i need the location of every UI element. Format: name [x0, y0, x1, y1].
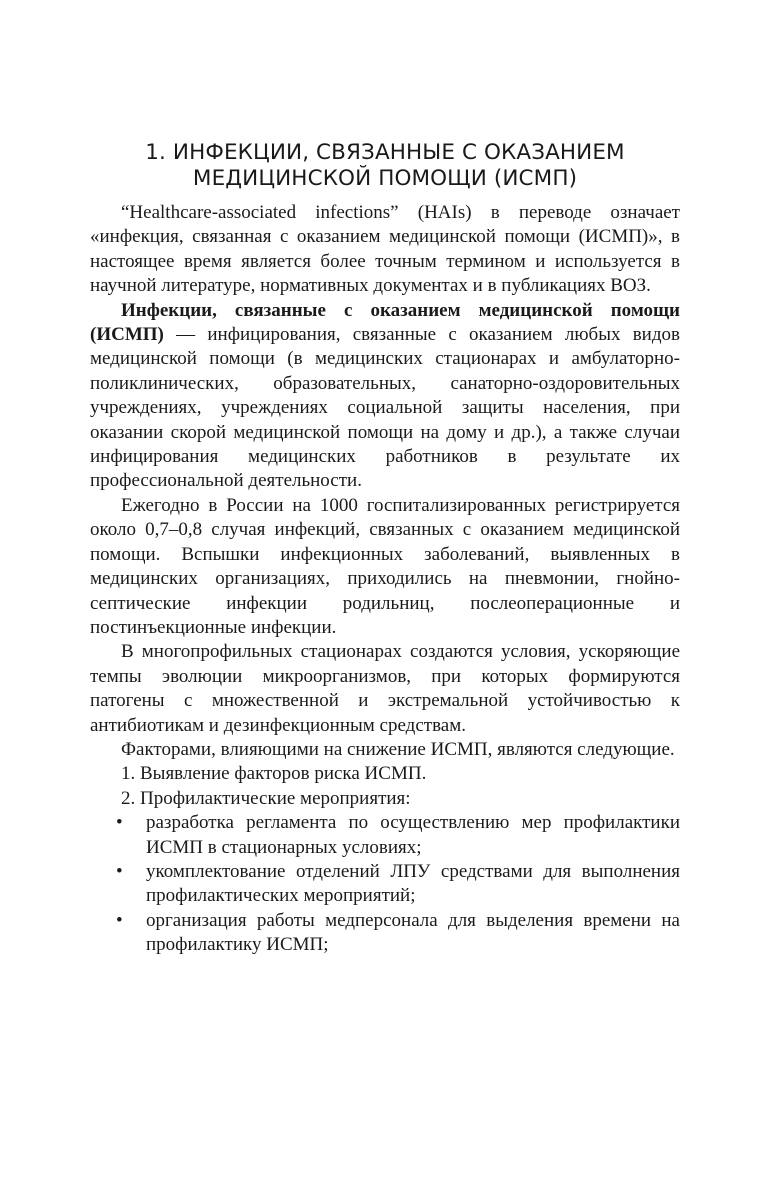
paragraph-hai-definition: “Healthcare-associated infections” (HAIs) в переводе означает «инфекция, связанная с оказанием медицинской помощи (ИСМП)», в настоящее время является более точным термином и используется в научной литературе, нормативных документах и в публикациях ВОЗ. — [90, 202, 680, 297]
list-item — [90, 909, 680, 958]
bullet-icon: • — [116, 812, 123, 834]
paragraph-ismp-definition — [90, 299, 680, 494]
chapter-title — [90, 140, 680, 192]
list-item-text: разработка регламента по осуществлению мер профилактики ИСМП в стационарных условиях; — [146, 812, 680, 858]
chapter-title-line-2: МЕДИЦИНСКОЙ ПОМОЩИ (ИСМП) — [192, 166, 578, 191]
paragraph-statistics: Ежегодно в России на 1000 госпитализированных регистрируется около 0,7–0,8 случая инфекций, связанных с оказанием медицинской помощи. Вспышки инфекционных заболеваний, выявленных в медицинских организациях, приходились на пневмонии, гнойно-септические инфекции родильниц, послеоперационные и постинъекционные инфекции. — [90, 494, 680, 638]
numbered-item-1: 1. Выявление факторов риска ИСМП. — [121, 763, 427, 785]
chapter-title-line-1: 1. ИНФЕКЦИИ, СВЯЗАННЫЕ С ОКАЗАНИЕМ — [145, 140, 625, 165]
list-item-text: организация работы медперсонала для выделения времени на профилактику ИСМП; — [146, 909, 680, 956]
paragraph-factors-intro: Факторами, влияющими на снижение ИСМП, являются следующие. — [121, 738, 675, 760]
list-item-text: укомплектование отделений ЛПУ средствами для выполнения профилактических мероприятий; — [146, 860, 680, 907]
term-ismp: Инфекции, связанные с оказанием медицинской помощи (ИСМП) — [90, 299, 680, 346]
list-item — [90, 860, 680, 909]
definition-text: — инфицирования, связанные с оказанием любых видов медицинской помощи (в медицинских стационарах и амбулаторно-поликлинических, образовательных, санаторно-оздоровительных учреждениях, учреждениях социальной защиты населения, при оказании скорой медицинской помощи на дому и др.), а также случаи инфицирования медицинских работников в результате их профессиональной деятельности. — [90, 324, 680, 492]
paragraph-hospitals: В многопрофильных стационарах создаются условия, ускоряющие темпы эволюции микроорганизмов, при которых формируются патогены с множественной и экстремальной устойчивостью к антибиотикам и дезинфекционным средствам. — [90, 641, 680, 736]
numbered-item-2: 2. Профилактические мероприятия: — [121, 787, 411, 809]
bullet-list — [90, 811, 680, 957]
bullet-icon: • — [116, 909, 123, 931]
bullet-icon: • — [116, 860, 123, 882]
book-page — [90, 140, 680, 958]
list-item — [90, 811, 680, 860]
chapter-body — [90, 201, 680, 958]
